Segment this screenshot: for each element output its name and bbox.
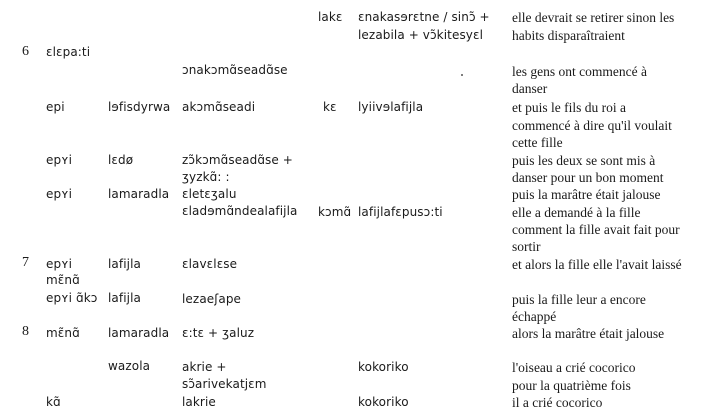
word-cell: kɛ: [323, 100, 337, 114]
word-cell: ɛ:tɛ + ʒaluz: [182, 326, 255, 340]
french-translation: puis la marâtre était jalouse: [512, 187, 661, 202]
word-cell: kɔmɑ̃: [318, 205, 352, 219]
word-cell: mɛ̃nɑ̃: [46, 326, 80, 340]
french-translation: commencé à dire qu'il voulait: [512, 118, 672, 133]
word-cell: lafijla: [108, 257, 141, 271]
french-translation: danser: [512, 81, 548, 96]
french-translation: danser pour un bon moment: [512, 170, 664, 185]
word-cell: epʏi: [46, 187, 73, 201]
french-translation: puis les deux se sont mis à: [512, 153, 656, 168]
line-number: 6: [22, 44, 29, 59]
word-cell: epi: [46, 100, 65, 114]
french-translation: cette fille: [512, 135, 563, 150]
word-cell: sɔ̃arivekatjɛm: [182, 377, 267, 391]
word-cell: ɛlavɛlɛse: [182, 257, 238, 271]
word-cell: ʒyzkɑ̃: :: [182, 170, 230, 184]
word-cell: epʏi ɑ̃kɔ: [46, 291, 98, 305]
french-translation: et alors la fille elle l'avait laissé: [512, 257, 682, 272]
word-cell: lamaradla: [108, 326, 170, 340]
word-cell: ɛnakasɘrɛtne / sinɔ̃ +: [358, 10, 490, 24]
word-cell: lɘfisdyrwa: [108, 100, 171, 114]
french-translation: comment la fille avait fait pour: [512, 222, 680, 237]
french-translation: et puis le fils du roi a: [512, 100, 626, 115]
word-cell: ɛletɛʒalu: [182, 187, 237, 201]
word-cell: kokoriko: [358, 360, 409, 374]
word-cell: lakrie: [182, 395, 216, 409]
word-cell: epʏi: [46, 153, 73, 167]
word-cell: wazola: [108, 359, 151, 373]
french-translation: pour la quatrième fois: [512, 378, 631, 393]
word-cell: kokoriko: [358, 395, 409, 409]
word-cell: epʏi: [46, 257, 73, 271]
french-translation: puis la fille leur a encore: [512, 292, 646, 307]
word-cell: ɛladɘmɑ̃ndealafijla: [182, 204, 298, 218]
word-cell: ɔnakɔmɑ̃seadɑ̃se: [182, 63, 288, 77]
french-translation: sortir: [512, 239, 541, 254]
french-translation: échappé: [512, 309, 557, 324]
word-cell: mɛ̃nɑ̃: [46, 273, 80, 287]
word-cell: lakɛ: [318, 10, 343, 24]
french-translation: habits disparaîtraient: [512, 28, 625, 43]
scan-speck: [461, 74, 463, 76]
french-translation: alors la marâtre était jalouse: [512, 326, 665, 341]
word-cell: lafijla: [108, 291, 141, 305]
french-translation: elle devrait se retirer sinon les: [512, 10, 675, 25]
french-translation: les gens ont commencé à: [512, 64, 647, 79]
word-cell: lyiivɘlafijla: [358, 100, 424, 114]
word-cell: lɛdø: [108, 153, 134, 167]
word-cell: lezaeʃape: [182, 292, 242, 306]
word-cell: akɔmɑ̃seadi: [182, 100, 256, 114]
word-cell: lafijlafɛpusɔ:ti: [358, 205, 443, 219]
word-cell: lamaradla: [108, 187, 170, 201]
word-cell: akrie +: [182, 360, 227, 374]
word-cell: zɔ̃kɔmɑ̃seadɑ̃se +: [182, 153, 293, 167]
french-translation: elle a demandé à la fille: [512, 205, 641, 220]
french-translation: il a crié cocorico: [512, 395, 603, 410]
word-cell: lezabila + vɔ̃kitesyɛl: [358, 28, 484, 42]
word-cell: kɑ̃: [46, 395, 61, 409]
french-translation: l'oiseau a crié cocorico: [512, 360, 636, 375]
line-number: 8: [22, 324, 29, 339]
line-number: 7: [22, 255, 29, 270]
word-cell: ɛlɛpa:ti: [46, 45, 91, 59]
